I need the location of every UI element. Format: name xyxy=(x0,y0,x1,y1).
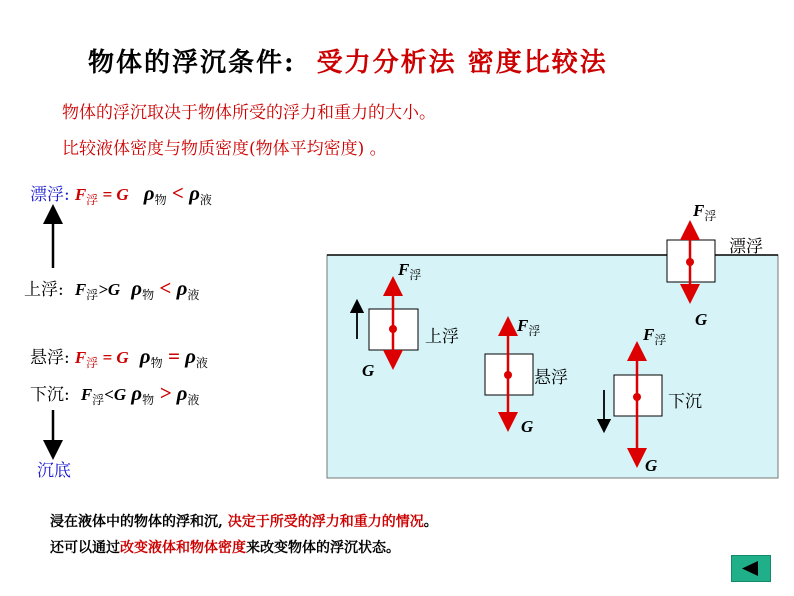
condition-floating xyxy=(30,180,212,208)
floating-density: $\rho_物 < \rho_液$ xyxy=(143,181,212,207)
rising-density: $\rho_物 < \rho_液$ xyxy=(131,276,200,302)
floating-F-label: $F_浮$ xyxy=(693,201,717,223)
suspended-G-label: G xyxy=(521,417,534,436)
rising-F-label: $F_浮$ xyxy=(398,260,422,282)
floating-force: $F_浮 = G$ xyxy=(74,185,129,207)
note-line-2: 还可以通过改变液体和物体密度来改变物体的浮沉状态。 xyxy=(50,540,400,556)
intro-line-2: 比较液体密度与物质密度(物体平均密度) 。 xyxy=(62,139,387,159)
left-triangle-icon xyxy=(732,556,770,581)
note-line-1: 浸在液体中的物体的浮和沉, 决定于所受的浮力和重力的情况。 xyxy=(50,514,438,530)
suspended-force: $F_浮 = G$ xyxy=(74,348,129,370)
condition-sinking-label: 下沉: xyxy=(30,385,70,405)
floating-state-label: 漂浮 xyxy=(729,237,763,257)
page-title xyxy=(88,42,608,79)
sinking-F-label: $F_浮$ xyxy=(643,325,667,347)
rising-force: $F_浮>G$ xyxy=(74,280,121,302)
suspended-F-label: $F_浮$ xyxy=(517,316,541,338)
back-button[interactable] xyxy=(731,555,771,582)
title-methods: 受力分析法 密度比较法 xyxy=(316,48,608,78)
condition-rising-label: 上浮: xyxy=(24,280,64,300)
center-sinking xyxy=(633,393,641,401)
center-floating xyxy=(686,258,694,266)
suspended-state-label: 悬浮 xyxy=(534,368,568,388)
sinking-G-label: G xyxy=(645,456,658,475)
intro-line-1: 物体的浮沉取决于物体所受的浮力和重力的大小。 xyxy=(62,103,436,123)
condition-rising xyxy=(24,275,199,303)
condition-floating-label: 漂浮: xyxy=(30,185,70,205)
rising-state-label: 上浮 xyxy=(425,327,459,347)
condition-bottom-label: 沉底 xyxy=(37,461,71,481)
condition-sinking xyxy=(30,380,199,408)
suspended-density: $\rho_物 = \rho_液$ xyxy=(139,344,208,370)
title-main: 物体的浮沉条件: xyxy=(88,48,296,78)
rising-G-label: G xyxy=(362,361,375,380)
sinking-state-label: 下沉 xyxy=(668,392,702,412)
center-suspended xyxy=(504,371,512,379)
condition-suspended-label: 悬浮: xyxy=(30,348,70,368)
sinking-density: $\rho_物 > \rho_液$ xyxy=(131,381,200,407)
floating-G-label: G xyxy=(695,310,708,329)
condition-suspended xyxy=(30,343,208,371)
sinking-force: $F_浮<G$ xyxy=(80,385,127,407)
center-rising xyxy=(389,325,397,333)
